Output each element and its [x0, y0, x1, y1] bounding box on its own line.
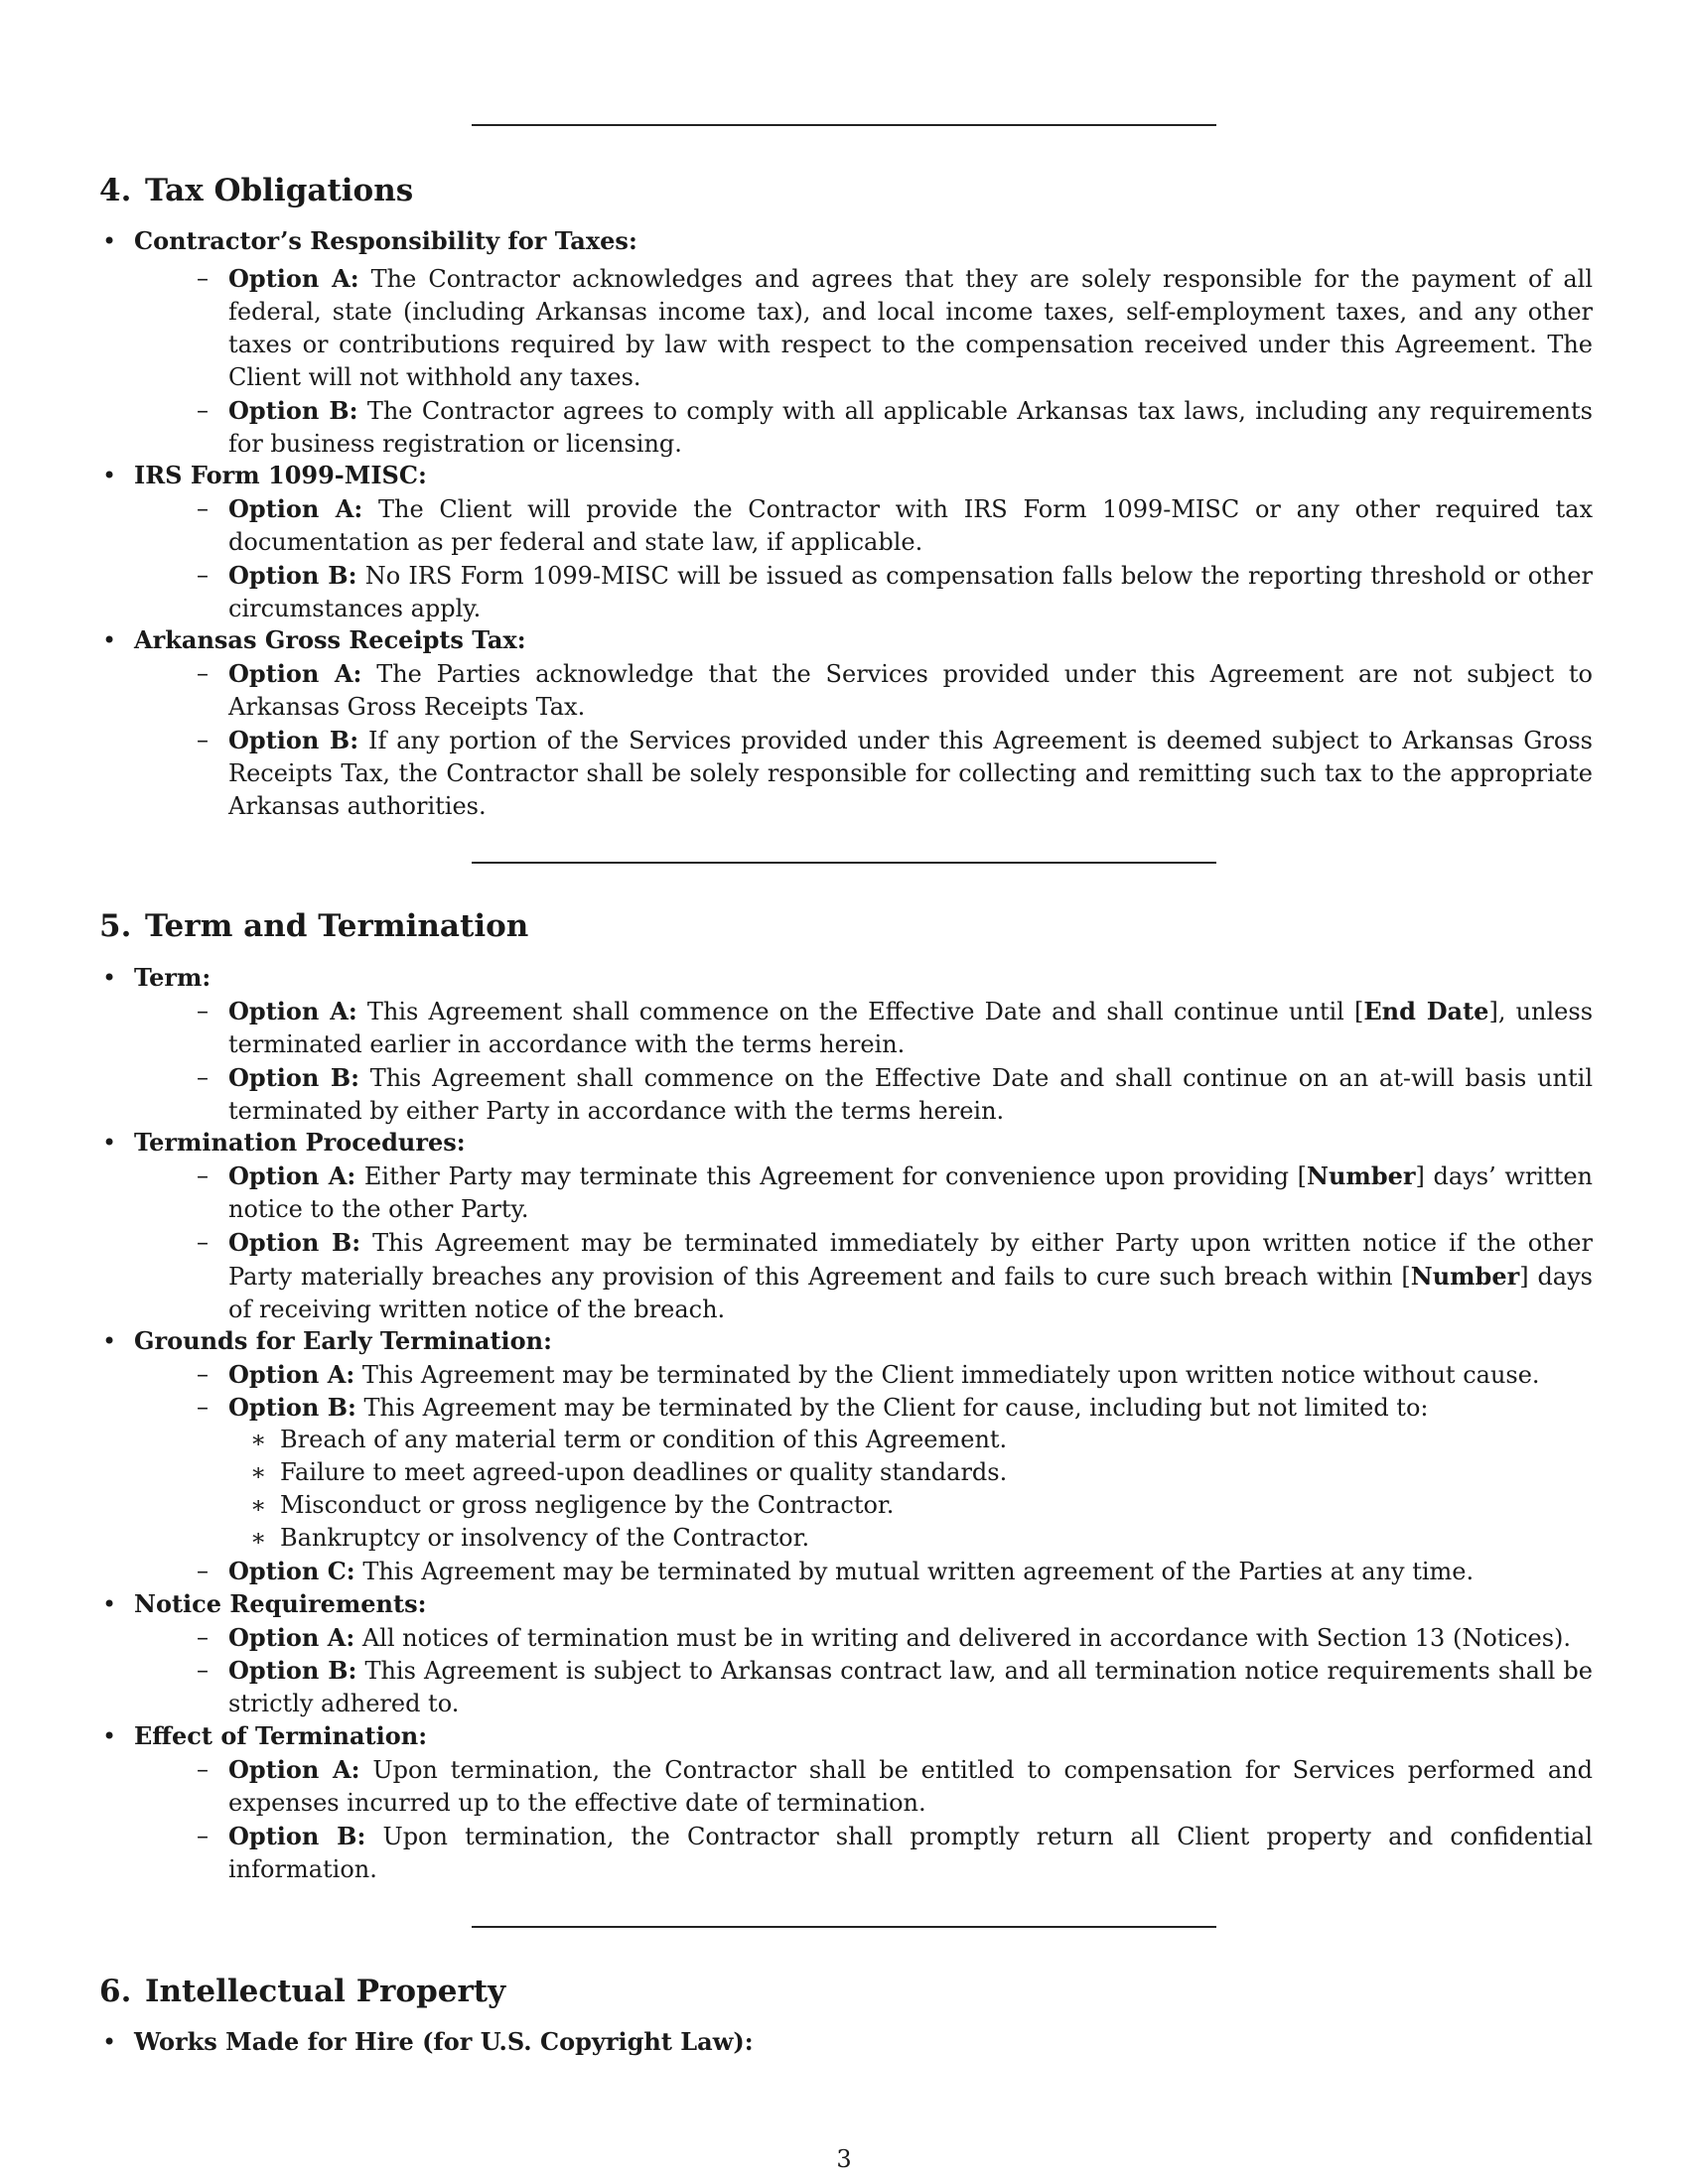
bullet-heading: • Notice Requirements: [134, 1588, 426, 1620]
section-number: 4. [99, 173, 132, 208]
option-text: ] days’ written notice to the other Party. [228, 1162, 1594, 1223]
option-item: – Option A: Upon termination, the Contractor shall be entitled to compensation for Services performed and expenses incurred up to the effective date of termination. [197, 1755, 1593, 1817]
option-text: This Agreement may be terminated immediately by either Party upon written notice if the other Party materially breaches any provision of this Agreement and fails to cure such breach within [ [228, 1229, 1593, 1291]
sub-list-text: Breach of any material term or condition of this Agreement. [280, 1426, 1008, 1453]
option-text: If any portion of the Services provided under this Agreement is deemed subject to Arkansas Gross Receipts Tax, the Contractor shall be solely responsible for collecting and remitting such tax to the appropriate Arkansas authorities. [228, 727, 1593, 820]
bullet-heading: • Term: [134, 962, 211, 994]
option-text: All notices of termination must be in writing and delivered in accordance with Section 13 (Notices). [361, 1624, 1572, 1652]
option-label: Option B: [228, 561, 357, 590]
option-text: This Agreement is subject to Arkansas contract law, and all termination notice requirements shall be strictly adhered to. [228, 1657, 1593, 1717]
option-item: – Option A: All notices of termination must be in writing and delivered in accordance with Section 13 (Notices). [197, 1623, 1572, 1652]
bullet-heading: • Grounds for Early Termination: [134, 1325, 552, 1357]
sub-list-item: ∗ Misconduct or gross negligence by the Contractor. [250, 1491, 895, 1519]
sub-list-text: Bankruptcy or insolvency of the Contractor. [280, 1524, 810, 1552]
option-text: Either Party may terminate this Agreement for convenience upon providing [ [363, 1162, 1308, 1190]
section-divider [472, 862, 1216, 864]
option-text: The Parties acknowledge that the Services provided under this Agreement are not subject to Arkansas Gross Receipts Tax. [228, 660, 1594, 721]
option-item: – Option B: If any portion of the Services provided under this Agreement is deemed subject to Arkansas Gross Receipts Tax, the Contractor shall be solely responsible for collecting and remitting such tax to the appropriate Arkansas authorities. [197, 726, 1593, 820]
option-item: – Option B: No IRS Form 1099-MISC will be issued as compensation falls below the reporting threshold or other circumstances apply. [197, 561, 1593, 622]
option-text: This Agreement shall commence on the Effective Date and shall continue on an at-will basis until terminated by either Party in accordance with the terms herein. [228, 1064, 1593, 1125]
option-text: No IRS Form 1099-MISC will be issued as compensation falls below the reporting threshold or other circumstances apply. [228, 562, 1593, 622]
bullet-heading: • Effect of Termination: [134, 1720, 427, 1752]
option-text: This Agreement may be terminated by the Client for cause, including but not limited to: [363, 1394, 1429, 1422]
page-number: 3 [836, 2145, 852, 2173]
sub-list-item: ∗ Bankruptcy or insolvency of the Contractor. [250, 1524, 810, 1552]
option-label: Option A: [228, 1161, 356, 1190]
option-item: – Option A: The Parties acknowledge that the Services provided under this Agreement are not subject to Arkansas Gross Receipts Tax. [197, 659, 1594, 721]
section-heading [99, 906, 528, 946]
section-divider [472, 1926, 1216, 1928]
section-divider [472, 124, 1216, 126]
option-item: – Option B: This Agreement may be terminated immediately by either Party upon written notice if the other Party materially breaches any provision of this Agreement and fails to cure such breach within [Number] days of receiving written notice of the breach. [197, 1228, 1593, 1323]
bullet-heading: • Contractor’s Responsibility for Taxes: [134, 225, 637, 257]
bullet-heading: • Works Made for Hire (for U.S. Copyright Law): [134, 2026, 754, 2058]
option-label: Option B: [228, 1393, 356, 1422]
sub-list-item: ∗ Failure to meet agreed-upon deadlines or quality standards. [250, 1458, 1008, 1486]
option-item: – Option A: Either Party may terminate this Agreement for convenience upon providing [Number] days’ written notice to the other Party. [197, 1161, 1594, 1223]
option-text: This Agreement may be terminated by mutual written agreement of the Parties at any time. [362, 1558, 1475, 1585]
option-text: ] days of receiving written notice of the breach. [228, 1263, 1593, 1323]
option-text: The Contractor agrees to comply with all applicable Arkansas tax laws, including any requirements for business registration or licensing. [228, 397, 1593, 458]
option-item: – Option A: The Client will provide the Contractor with IRS Form 1099-MISC or any other required tax documentation as per federal and state law, if applicable. [197, 494, 1593, 556]
section-title: Tax Obligations [145, 173, 414, 208]
option-item: – Option C: This Agreement may be terminated by mutual written agreement of the Parties at any time. [197, 1557, 1475, 1585]
sub-list-item: ∗ Breach of any material term or condition of this Agreement. [250, 1426, 1008, 1453]
section-heading [99, 1972, 505, 2011]
option-text: The Contractor acknowledges and agrees that they are solely responsible for the payment of all federal, state (including Arkansas income tax), and local income taxes, self-employment taxes, and any other taxes or contributions required by law with respect to the compensation received under this Agreement. The Client will not withhold any taxes. [228, 265, 1593, 391]
section-number: 6. [99, 1974, 132, 2009]
section-title: Term and Termination [145, 908, 529, 944]
sub-list-text: Failure to meet agreed-upon deadlines or quality standards. [280, 1458, 1008, 1486]
option-text: This Agreement shall commence on the Effective Date and shall continue until [ [366, 998, 1364, 1025]
option-label: Option A: [228, 1360, 355, 1389]
option-label: Option A: [228, 997, 357, 1025]
bullet-heading: • Arkansas Gross Receipts Tax: [134, 624, 526, 656]
option-label: Option C: [228, 1557, 355, 1585]
option-item: – Option A: This Agreement may be terminated by the Client immediately upon written notice without cause. [197, 1360, 1540, 1389]
option-text: This Agreement may be terminated by the Client immediately upon written notice without cause. [361, 1361, 1540, 1389]
bullet-heading: • IRS Form 1099-MISC: [134, 460, 427, 491]
sub-list-text: Misconduct or gross negligence by the Contractor. [280, 1491, 895, 1519]
option-label: Option A: [228, 659, 362, 688]
option-label: Option B: [228, 1656, 357, 1685]
section-number: 5. [99, 908, 132, 944]
option-label: Option A: [228, 1623, 355, 1652]
option-label: Option B: [228, 1063, 359, 1092]
option-label: Option A: [228, 264, 359, 293]
placeholder-field: Number [1410, 1262, 1520, 1291]
option-label: Option B: [228, 1228, 361, 1257]
option-label: Option B: [228, 726, 359, 754]
option-item: – Option A: The Contractor acknowledges and agrees that they are solely responsible for the payment of all federal, state (including Arkansas income tax), and local income taxes, self-employment taxes, and any other taxes or contributions required by law with respect to the compensation received under this Agreement. The Client will not withhold any taxes. [197, 264, 1593, 391]
section-heading [99, 171, 413, 210]
option-item: – Option B: This Agreement shall commence on the Effective Date and shall continue on an at-will basis until terminated by either Party in accordance with the terms herein. [197, 1063, 1593, 1125]
option-label: Option B: [228, 396, 358, 425]
option-item: – Option B: The Contractor agrees to comply with all applicable Arkansas tax laws, including any requirements for business registration or licensing. [197, 396, 1593, 458]
placeholder-field: Number [1307, 1161, 1416, 1190]
option-text: Upon termination, the Contractor shall promptly return all Client property and confidential information. [228, 1823, 1593, 1883]
option-text: Upon termination, the Contractor shall be entitled to compensation for Services performed and expenses incurred up to the effective date of termination. [228, 1756, 1593, 1817]
option-item: – Option B: Upon termination, the Contractor shall promptly return all Client property and confidential information. [197, 1822, 1593, 1883]
option-label: Option A: [228, 494, 363, 523]
section-title: Intellectual Property [145, 1974, 506, 2009]
bullet-heading: • Termination Procedures: [134, 1127, 466, 1159]
option-item: – Option B: This Agreement may be terminated by the Client for cause, including but not limited to: [197, 1393, 1429, 1422]
option-text: ], unless terminated earlier in accordance with the terms herein. [228, 998, 1594, 1058]
option-label: Option A: [228, 1755, 360, 1784]
option-label: Option B: [228, 1822, 366, 1850]
placeholder-field: End Date [1363, 997, 1489, 1025]
option-item: – Option B: This Agreement is subject to Arkansas contract law, and all termination notice requirements shall be strictly adhered to. [197, 1656, 1593, 1717]
option-text: The Client will provide the Contractor with IRS Form 1099-MISC or any other required tax documentation as per federal and state law, if applicable. [228, 495, 1593, 556]
option-item: – Option A: This Agreement shall commence on the Effective Date and shall continue until [End Date], unless terminated earlier in accordance with the terms herein. [197, 997, 1594, 1058]
